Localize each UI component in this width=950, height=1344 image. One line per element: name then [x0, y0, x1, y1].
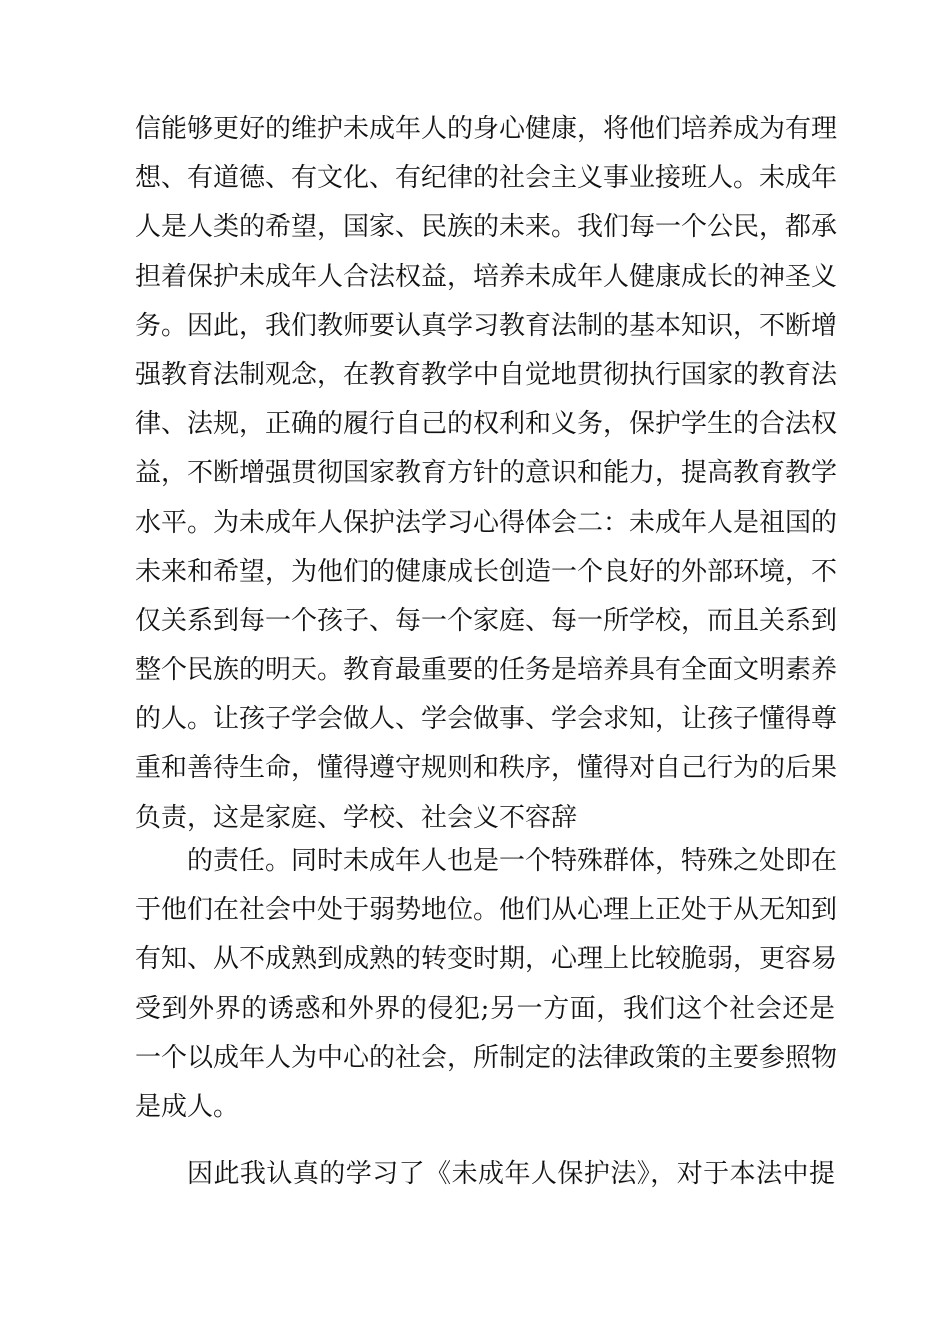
text-line: 律、法规，正确的履行自己的权利和义务，保护学生的合法权	[135, 409, 838, 440]
text-line: 信能够更好的维护未成年人的身心健康，将他们培养成为有理	[135, 114, 838, 144]
text-line: 人是人类的希望，国家、民族的未来。我们每一个公民，都承	[135, 212, 838, 243]
text-line: 想、有道德、有文化、有纪律的社会主义事业接班人。未成年	[135, 163, 838, 194]
text-line: 有知、从不成熟到成熟的转变时期，心理上比较脆弱，更容易	[135, 944, 838, 975]
text-line: 的责任。同时未成年人也是一个特殊群体，特殊之处即在	[187, 846, 838, 876]
text-line: 益，不断增强贯彻国家教育方针的意识和能力，提高教育教学	[135, 458, 838, 489]
text-line: 强教育法制观念，在教育教学中自觉地贯彻执行国家的教育法	[135, 359, 838, 390]
text-line: 是成人。	[135, 1091, 240, 1122]
text-line: 的人。让孩子学会做人、学会做事、学会求知，让孩子懂得尊	[135, 704, 838, 735]
paragraph-1	[135, 105, 838, 843]
text-line: 未来和希望，为他们的健康成长创造一个良好的外部环境，不	[135, 556, 838, 587]
text-line: 一个以成年人为中心的社会，所制定的法律政策的主要参照物	[135, 1042, 838, 1073]
text-line: 担着保护未成年人合法权益，培养未成年人健康成长的神圣义	[135, 261, 838, 292]
paragraph-2	[135, 837, 838, 1132]
paragraph-3	[135, 1150, 835, 1199]
text-line: 于他们在社会中处于弱势地位。他们从心理上正处于从无知到	[135, 895, 838, 926]
text-line: 受到外界的诱惑和外界的侵犯;另一方面，我们这个社会还是	[135, 993, 835, 1024]
text-line: 务。因此，我们教师要认真学习教育法制的基本知识，不断增	[135, 310, 838, 341]
text-line: 整个民族的明天。教育最重要的任务是培养具有全面文明素养	[135, 655, 838, 686]
text-line: 水平。为未成年人保护法学习心得体会二：未成年人是祖国的	[135, 507, 838, 538]
text-line: 负责，这是家庭、学校、社会义不容辞	[135, 802, 578, 833]
text-line: 仅关系到每一个孩子、每一个家庭、每一所学校，而且关系到	[135, 605, 838, 636]
text-line: 重和善待生命，懂得遵守规则和秩序，懂得对自己行为的后果	[135, 753, 838, 784]
text-line: 因此我认真的学习了《未成年人保护法》，对于本法中提	[187, 1159, 835, 1189]
